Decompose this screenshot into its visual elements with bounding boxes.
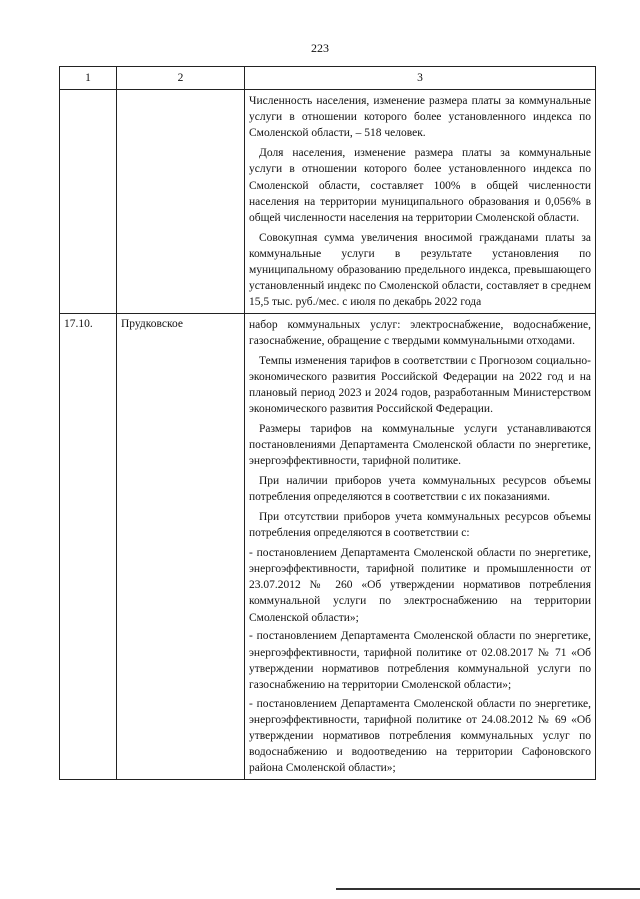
bullet-electricity-resolution: - постановлением Департамента Смоленской области по энергетике, энергоэффективности, тарифной политике и промышленности от 23.07.2012 № 260 «Об утверждении нормативов потребления коммунальной услуги по электроснабжению на территории Смоленской области»; (249, 546, 591, 624)
table-row-continuation (60, 90, 596, 314)
paragraph-meters-present: При наличии приборов учета коммунальных ресурсов объемы потребления определяются в соответствии с их показаниями. (249, 474, 591, 504)
bottom-divider (336, 888, 640, 890)
header-cell-2: 2 (117, 67, 245, 90)
header-cell-1: 1 (60, 67, 117, 90)
name-cell-empty (117, 90, 245, 314)
table-header-row (60, 67, 596, 90)
bullet-water-resolution: - постановлением Департамента Смоленской области по энергетике, энергоэффективности, тарифной политике от 24.08.2012 № 69 «Об утверждении нормативов потребления коммунальных услуг по водоснабжению и водоотведению на территории Сафоновского района Смоленской области»; (249, 697, 591, 775)
paragraph-payment-increase: Совокупная сумма увеличения вносимой гражданами платы за коммунальные услуги в результате установления по муниципальному образованию предельного индекса, превышающего установленный индекс по Смоленской области, составляет в среднем 15,5 тыс. руб./мес. с июля по декабрь 2022 года (249, 231, 591, 309)
header-cell-3: 3 (245, 67, 596, 90)
paragraph-tariff-rates: Темпы изменения тарифов в соответствии с Прогнозом социально-экономического развития Российской Федерации на 2022 год и на плановый период 2023 и 2024 годов, разработанным Министерством экономического развития Российской Федерации. (249, 354, 591, 416)
number-cell-empty (60, 90, 117, 314)
paragraph-tariff-sizes: Размеры тарифов на коммунальные услуги устанавливаются постановлениями Департамента Смоленской области по энергетике, энергоэффективности, тарифной политике. (249, 422, 591, 468)
paragraph-services-set: набор коммунальных услуг: электроснабжение, водоснабжение, газоснабжение, обращение с твердыми коммунальными отходами. (249, 318, 591, 347)
paragraph-meters-absent: При отсутствии приборов учета коммунальных ресурсов объемы потребления определяются в соответствии с: (249, 510, 591, 540)
page-number: 223 (311, 41, 329, 55)
entry-municipality-name: Прудковское (117, 313, 245, 779)
content-cell-entry (245, 313, 596, 779)
table-row-entry (60, 313, 596, 779)
bullet-gas-resolution: - постановлением Департамента Смоленской области по энергетике, энергоэффективности, тарифной политике от 02.08.2017 № 71 «Об утверждении нормативов потребления коммунальной услуги по газоснабжению на территории Смоленской области»; (249, 630, 591, 691)
entry-number: 17.10. (60, 313, 117, 779)
paragraph-population-share: Доля населения, изменение размера платы за коммунальные услуги в отношении которого более установленного индекса по Смоленской области, составляет 100% в общей численности населения на территории муниципального образования и 0,056% в общей численности населения на территории Смоленской области. (249, 147, 591, 224)
paragraph-population-count: Численность населения, изменение размера платы за коммунальные услуги в отношении которого более установленного индекса по Смоленской области, – 518 человек. (249, 95, 591, 140)
content-cell-continuation (245, 90, 596, 314)
document-table (59, 66, 596, 780)
